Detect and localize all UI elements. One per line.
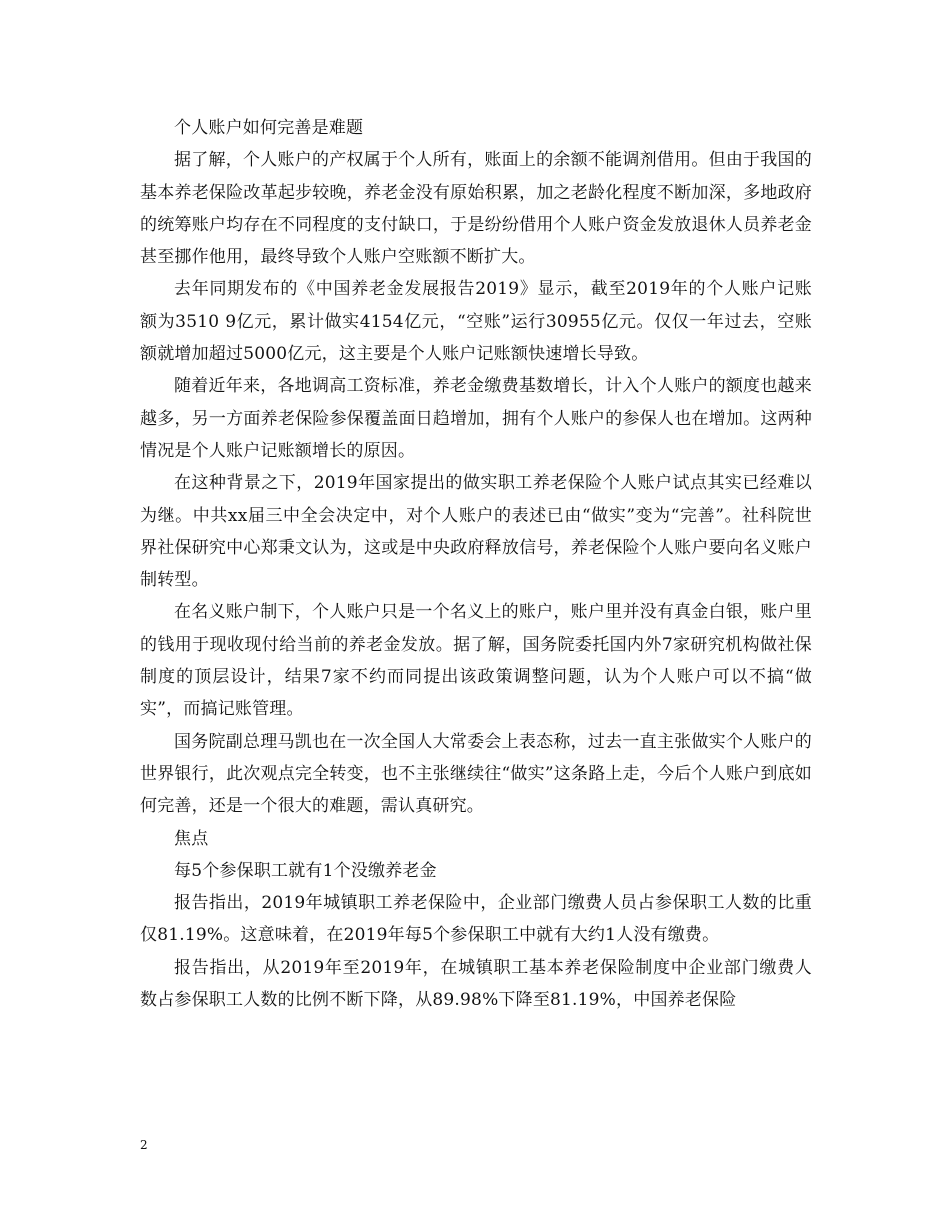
paragraph: 报告指出，2019年城镇职工养老保险中，企业部门缴费人员占参保职工人数的比重仅81.19%。这意味着，在2019年每5个参保职工中就有大约1人没有缴费。 — [140, 893, 812, 946]
paragraph: 去年同期发布的《中国养老金发展报告2019》显示，截至2019年的个人账户记账额为3510 9亿元，累计做实4154亿元，“空账”运行30955亿元。仅仅一年过去，空账额就增加超过5000亿元，这主要是个人账户记账额快速增长导致。 — [140, 279, 812, 365]
paragraph: 国务院副总理马凯也在一次全国人大常委会上表态称，过去一直主张做实个人账户的世界银行，此次观点完全转变，也不主张继续往“做实”这条路上走，今后个人账户到底如何完善，还是一个很大的难题，需认真研究。 — [140, 731, 812, 817]
paragraph: 在名义账户制下，个人账户只是一个名义上的账户，账户里并没有真金白银，账户里的钱用于现收现付给当前的养老金发放。据了解，国务院委托国内外7家研究机构做社保制度的顶层设计，结果7家不约而同提出该政策调整问题，认为个人账户可以不搞“做实”，而搞记账管理。 — [140, 602, 812, 720]
paragraph: 在这种背景之下，2019年国家提出的做实职工养老保险个人账户试点其实已经难以为继。中共xx届三中全会决定中，对个人账户的表述已由“做实”变为“完善”。社科院世界社保研究中心郑秉文认为，这或是中央政府释放信号，养老保险个人账户要向名义账户制转型。 — [140, 473, 812, 591]
section-heading: 每5个参保职工就有1个没缴养老金 — [174, 860, 437, 881]
document-body — [140, 112, 812, 1016]
paragraph: 报告指出，从2019年至2019年，在城镇职工基本养老保险制度中企业部门缴费人数占参保职工人数的比例不断下降，从89.98%下降至81.19%，中国养老保险 — [140, 957, 812, 1011]
section-heading: 焦点 — [174, 828, 209, 849]
section-heading: 个人账户如何完善是难题 — [174, 118, 364, 138]
paragraph: 随着近年来，各地调高工资标准，养老金缴费基数增长，计入个人账户的额度也越来越多，另一方面养老保险参保覆盖面日趋增加，拥有个人账户的参保人也在增加。这两种情况是个人账户记账额增长的原因。 — [140, 376, 812, 461]
paragraph: 据了解，个人账户的产权属于个人所有，账面上的余额不能调剂借用。但由于我国的基本养老保险改革起步较晚，养老金没有原始积累，加之老龄化程度不断加深，多地政府的统筹账户均存在不同程度的支付缺口，于是纷纷借用个人账户资金发放退休人员养老金甚至挪作他用，最终导致个人账户空账额不断扩大。 — [140, 150, 812, 268]
page-number: 2 — [140, 1138, 148, 1152]
